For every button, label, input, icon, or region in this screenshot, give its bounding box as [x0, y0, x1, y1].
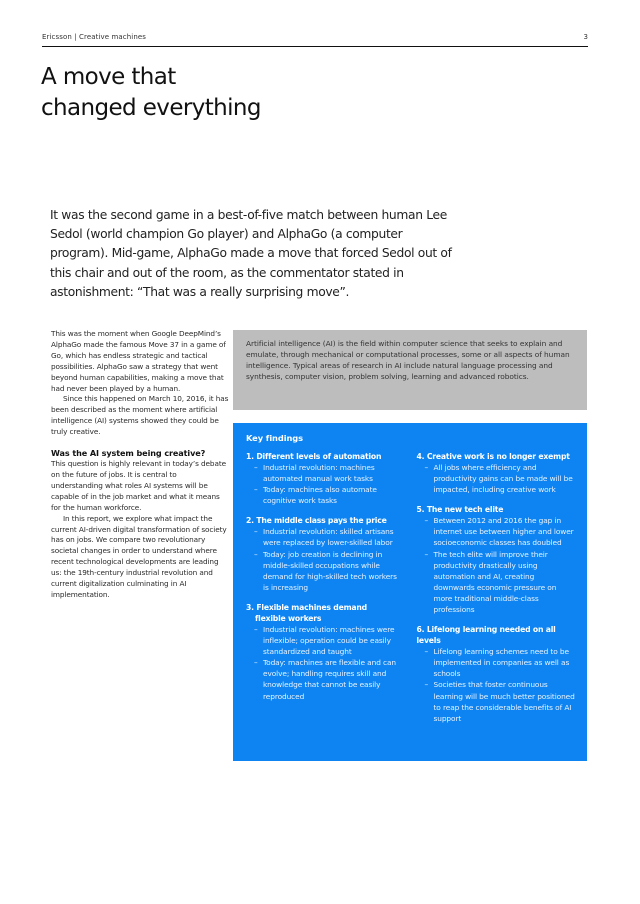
key-finding-bullet-text: All jobs where efficiency and productivity gains can be made will be impacted, including creative work: [433, 463, 573, 495]
key-finding-title: [417, 624, 576, 646]
ai-definition-box: [233, 330, 587, 410]
key-finding-bullet-text: Today: job creation is declining in middle-skilled occupations while demand for high-skilled tech workers is increasing: [263, 549, 397, 592]
key-finding-bullet: [254, 549, 405, 593]
key-finding-title-text: 2. The middle class pays the price: [246, 516, 387, 526]
page-title-line-2: changed everything: [41, 95, 261, 121]
key-findings-title: Key findings: [246, 433, 303, 443]
key-finding-bullets: [417, 462, 576, 495]
body-column: [51, 329, 229, 601]
page-header: [42, 33, 588, 47]
dash-bullet-icon: –: [424, 549, 429, 559]
key-finding-bullet-text: Industrial revolution: machines were inflexible; operation could be easily standardized and taught: [263, 624, 395, 657]
key-finding-bullet: [425, 549, 576, 616]
page-title-line-1: A move that: [41, 64, 176, 90]
key-finding-bullet: [254, 484, 405, 506]
dash-bullet-icon: –: [254, 658, 258, 668]
dash-bullet-icon: –: [254, 527, 258, 537]
key-finding-bullet: [254, 657, 405, 701]
key-finding-title-continuation: flexible workers: [255, 613, 322, 623]
key-finding-item: [246, 602, 405, 702]
key-findings-columns: [246, 451, 575, 733]
key-finding-bullet-text: Societies that foster continuous learning will be much better positioned to reap the considerable benefits of AI support: [433, 680, 575, 723]
key-finding-bullet: [254, 624, 405, 657]
key-finding-title: [417, 451, 576, 462]
key-finding-item: [246, 451, 405, 506]
key-finding-bullet-text: Industrial revolution: skilled artisans were replaced by lower-skilled labor: [263, 527, 394, 548]
key-finding-bullet: [425, 679, 576, 723]
key-finding-bullet-text: Today: machines also automate cognitive work tasks: [263, 485, 377, 506]
key-finding-title-text: 3. Flexible machines demand: [246, 602, 367, 612]
key-finding-bullet-text: Today: machines are flexible and can evolve; handling requires skill and knowledge that cannot be easily reproduced: [263, 658, 397, 701]
dash-bullet-icon: –: [424, 463, 429, 472]
key-finding-item: [417, 624, 576, 724]
header-publication: Ericsson | Creative machines: [42, 33, 147, 41]
key-finding-bullets: [417, 515, 576, 615]
dash-bullet-icon: –: [254, 463, 258, 472]
body-paragraph-2: Since this happened on March 10, 2016, it has been described as the moment where artificial intelligence (AI) systems showed they could be truly creative.: [51, 394, 229, 437]
key-finding-bullet: [425, 462, 576, 495]
body-paragraph-3: This question is highly relevant in today’s debate on the future of jobs. It is central to understanding what roles AI systems will be capable of in the job market and what it means for the human workforce.: [51, 459, 226, 512]
dash-bullet-icon: –: [424, 516, 429, 526]
key-finding-bullet-text: The tech elite will improve their productivity drastically using automation and AI, creating downwards economic pressure on more traditional middle-class professions: [433, 549, 557, 615]
key-finding-bullets: [246, 624, 405, 702]
key-finding-bullet-text: Between 2012 and 2016 the gap in internet use between higher and lower socioeconomic classes has doubled: [433, 516, 574, 548]
key-finding-title-text: 5. The new tech elite: [416, 505, 504, 515]
dash-bullet-icon: –: [254, 549, 258, 559]
key-finding-bullets: [246, 462, 405, 506]
key-finding-bullet: [425, 646, 576, 679]
key-finding-title-text: 6. Lifelong learning needed on all levels: [416, 625, 556, 646]
key-finding-bullet: [254, 462, 405, 484]
key-finding-title-text: 4. Creative work is no longer exempt: [416, 452, 570, 461]
body-paragraph-1: This was the moment when Google DeepMind’s AlphaGo made the famous Move 37 in a game of Go, which has endless strategic and tactical possibilities. AlphaGo saw a strategy that went beyond human capabilities, making a move that had never been played by a human.: [51, 329, 226, 393]
dash-bullet-icon: –: [254, 485, 258, 495]
page-title: [41, 62, 261, 124]
key-finding-title-text: 1. Different levels of automation: [246, 452, 382, 461]
key-finding-bullet: [254, 526, 405, 548]
key-finding-bullets: [417, 646, 576, 724]
key-finding-item: [417, 451, 576, 495]
dash-bullet-icon: –: [424, 647, 429, 657]
key-finding-bullet-text: Industrial revolution: machines automated manual work tasks: [263, 463, 375, 484]
key-finding-item: [417, 504, 576, 615]
page-number: 3: [583, 33, 588, 41]
key-finding-bullet-text: Lifelong learning schemes need to be implemented in companies as well as schools: [433, 647, 570, 679]
section-subheading: Was the AI system being creative?: [51, 448, 206, 459]
key-finding-item: [246, 515, 405, 593]
header-divider: [42, 46, 588, 47]
key-finding-bullet: [425, 515, 576, 548]
key-findings-box: [233, 423, 587, 761]
dash-bullet-icon: –: [424, 680, 429, 690]
key-finding-title: [417, 504, 576, 515]
key-finding-title: [246, 451, 405, 462]
key-findings-column-left: [246, 451, 405, 733]
key-finding-title: [246, 602, 405, 624]
dash-bullet-icon: –: [254, 624, 258, 634]
body-paragraph-4: In this report, we explore what impact the current AI-driven digital transformation of society has on jobs. We compare two revolutionary societal changes in order to understand where recent technological developments are leading us: the 19th-century industrial revolution and current digitalization culminating in AI implementation.: [51, 513, 227, 599]
lead-paragraph: It was the second game in a best-of-five match between human Lee Sedol (world champion Go player) and AlphaGo (a computer program). Mid-game, AlphaGo made a move that forced Sedol out of this chair and out of the room, as the commentator stated in astonishment: “That was a really surprising move”.: [50, 208, 452, 299]
key-finding-bullets: [246, 526, 405, 593]
ai-definition-text: Artificial intelligence (AI) is the field within computer science that seeks to explain and emulate, through mechanical or computational processes, some or all aspects of human intelligence. Typical areas of research in AI include natural language processing and synthesis, computer vision, problem solving, learning and advanced robotics.: [246, 339, 570, 382]
key-findings-column-right: [417, 451, 576, 733]
key-finding-title: [246, 515, 405, 526]
